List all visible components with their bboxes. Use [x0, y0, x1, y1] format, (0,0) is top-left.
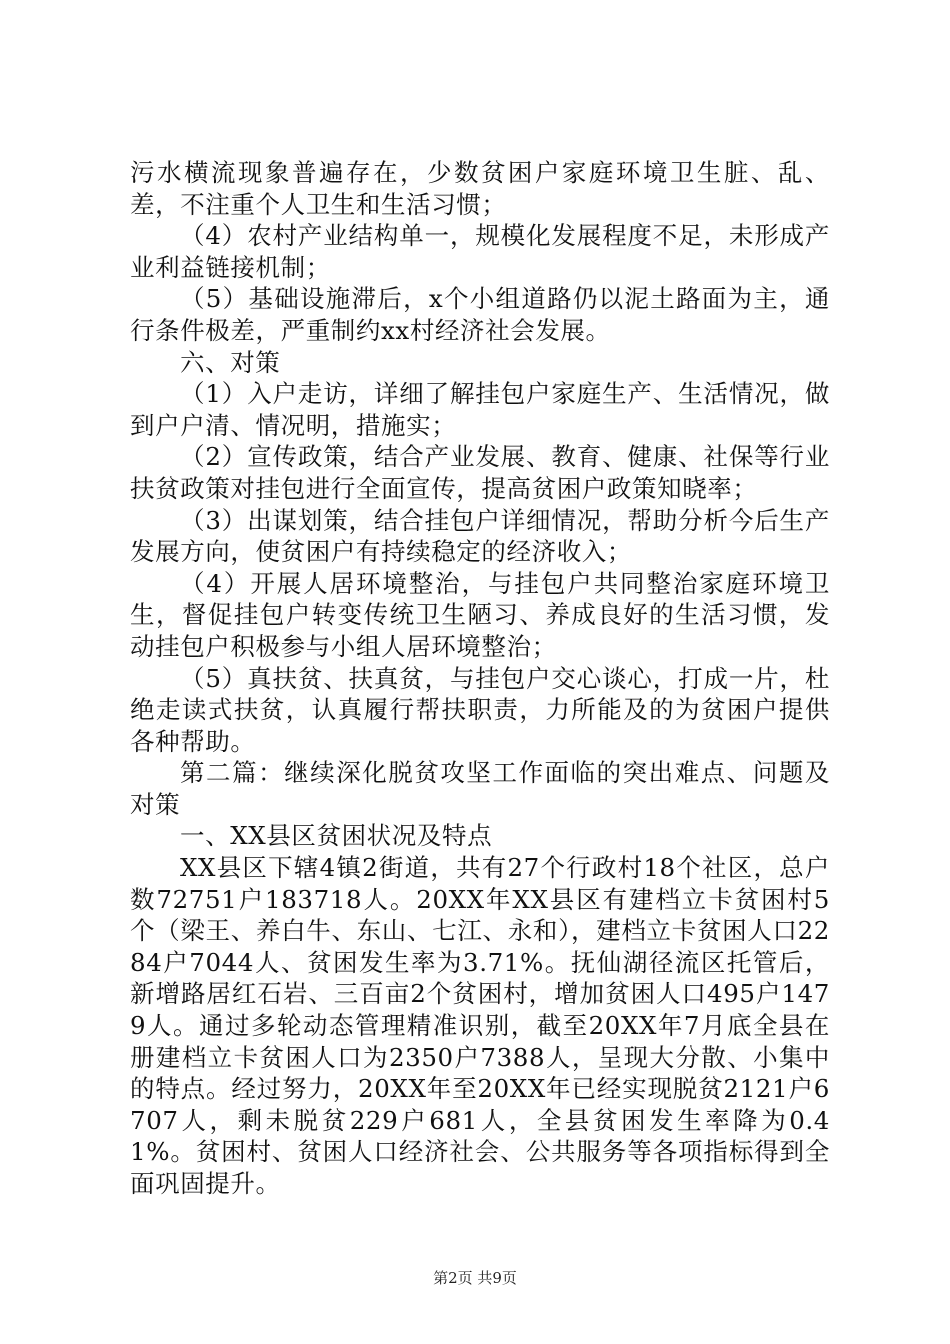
section-heading-countermeasures: 六、对策 — [180, 347, 281, 377]
paragraph-measure-5: （5）真扶贫、扶真贫，与挂包户交心谈心，打成一片，杜绝走读式扶贫，认真履行帮扶职责，力所能及的为贫困户提供各种帮助。 — [130, 663, 830, 756]
paragraph-measure-3: （3）出谋划策，结合挂包户详细情况，帮助分析今后生产发展方向，使贫困户有持续稳定的经济收入； — [130, 505, 830, 567]
paragraph-issue-5: （5）基础设施滞后，x个小组道路仍以泥土路面为主，通行条件极差，严重制约xx村经济社会发展。 — [130, 284, 830, 345]
document-body — [130, 157, 830, 1200]
paragraph-continuation: 污水横流现象普遍存在，少数贫困户家庭环境卫生脏、乱、差，不注重个人卫生和生活习惯； — [130, 158, 830, 219]
paragraph-measure-1: （1）入户走访，详细了解挂包户家庭生产、生活情况，做到户户清、情况明，措施实； — [130, 379, 830, 440]
section-heading-poverty-status: 一、XX县区贫困状况及特点 — [180, 821, 493, 851]
paragraph-issue-4: （4）农村产业结构单一，规模化发展程度不足，未形成产业利益链接机制； — [130, 221, 830, 282]
paragraph-poverty-status: XX县区下辖4镇2街道，共有27个行政村18个社区，总户数72751户183718人。20XX年XX县区有建档立卡贫困村5个（梁王、养白牛、东山、七江、永和），建档立卡贫困人口2284户7044人、贫困发生率为3.71%。抚仙湖径流区托管后，新增路居红石岩、三百亩2个贫困村，增加贫困人口495户1479人。通过多轮动态管理精准识别，截至20XX年7月底全县在册建档立卡贫困人口为2350户7388人，呈现大分散、小集中的特点。经过努力，20XX年至20XX年已经实现脱贫2121户6707人，剩未脱贫229户681人，全县贫困发生率降为0.41%。贫困村、贫困人口经济社会、公共服务等各项指标得到全面巩固提升。 — [130, 853, 830, 1198]
page-footer: 第2页 共9页 — [433, 1269, 517, 1287]
paragraph-measure-2: （2）宣传政策，结合产业发展、教育、健康、社保等行业扶贫政策对挂包进行全面宣传，提高贫困户政策知晓率； — [130, 442, 830, 503]
chapter-title: 第二篇：继续深化脱贫攻坚工作面临的突出难点、问题及对策 — [130, 758, 830, 819]
paragraph-measure-4: （4）开展人居环境整治，与挂包户共同整治家庭环境卫生，督促挂包户转变传统卫生陋习、养成良好的生活习惯，发动挂包户积极参与小组人居环境整治； — [130, 568, 830, 661]
